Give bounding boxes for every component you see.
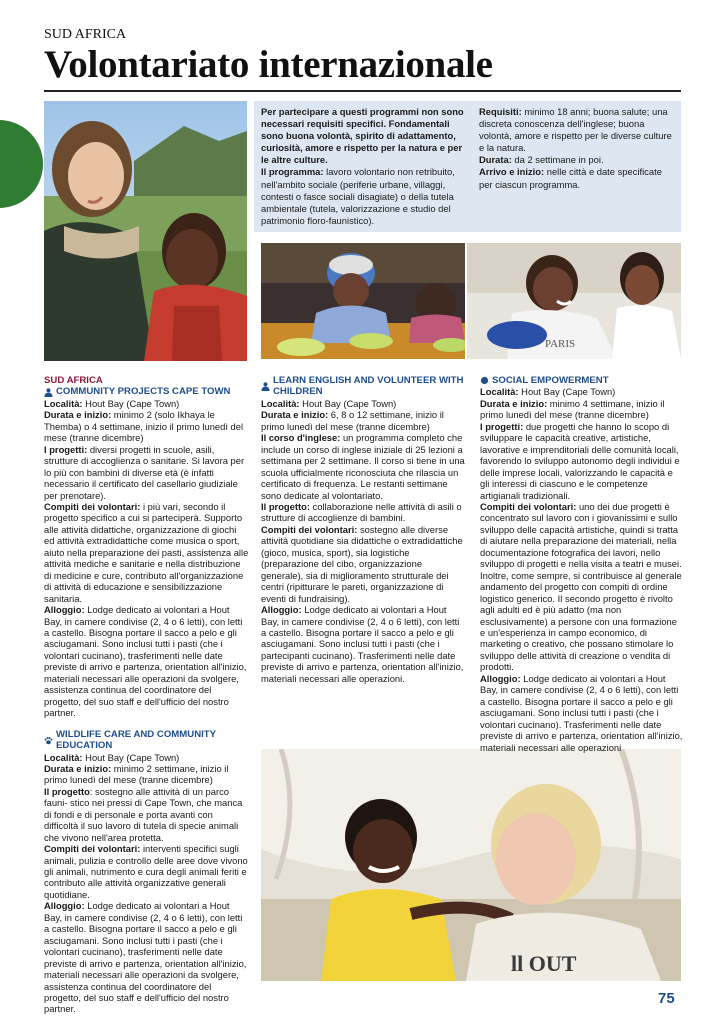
social-heading-text: SOCIAL EMPOWERMENT [492, 375, 609, 386]
page-number: 75 [658, 990, 675, 1007]
community-location: Località: Hout Bay (Cape Town) [44, 397, 180, 409]
learn-english-heading-text: LEARN ENGLISH AND VOLUNTEER WITH CHILDREN [273, 375, 464, 398]
page-kicker: SUD AFRICA [44, 27, 127, 42]
social-location: Località: Hout Bay (Cape Town) [480, 386, 616, 398]
photo-smiling-girls [467, 243, 681, 359]
social-duration: Durata e inizio: minimo 4 settimane, inizio il primo lunedì del mese (tranne dicembre) [480, 397, 665, 421]
dot-icon [480, 376, 489, 385]
shirt-lettering: ll OUT [511, 951, 577, 976]
community-projects: I progetti: diversi progetti in scuole, asili, strutture di accoglienza o sanitarie. Si lavora per lo più con bambini di diverse età (è infatti necessario il certificato del casellario giudiziale per prenotare). [44, 443, 245, 501]
durata-label: Durata: [479, 154, 512, 166]
column-3 [480, 375, 683, 753]
arrivo-text: nelle città e date specificate per ciascun programma. [479, 166, 662, 190]
section-heading-social-empowerment [480, 375, 683, 386]
community-heading-text: COMMUNITY PROJECTS CAPE TOWN [56, 386, 231, 398]
column-2 [261, 375, 466, 684]
english-course: Il corso d'inglese: un programma completo che include un corso di inglese iniziale di 25 lezioni a settimana per 2 settimane. Il corso si tiene in una scuola ufficialmente riconosciuta che rilascia un certificato di frequenza. Le restanti settimane sono dedicate al volontariato. [261, 432, 465, 501]
english-project: Il progetto: collaborazione nelle attività di asili o strutture di accoglienze di bambini. [261, 500, 462, 524]
person-icon [261, 382, 270, 391]
requisiti-text: minimo 18 anni; buona salute; una discreta conoscenza dell'inglese; buona volontà, amore e rispetto per le diverse culture e la natura. [479, 106, 672, 154]
page-title: Volontariato internazionale [44, 43, 493, 86]
english-tasks: Compiti dei volontari: sostegno alle diverse attività quotidiane sia didattiche o extradidattiche (gioco, musica, sport), sia logistiche (preparazione del cibo, organizzazione generale), sia di miglioramento strutturale dei centri (ripitturare le pareti, organizzazione di eventi di fundraising). [261, 523, 463, 604]
wildlife-heading-text: WILDLIFE CARE AND COMMUNITY EDUCATION [56, 728, 216, 752]
photo-volunteer-and-girl [261, 749, 681, 981]
section-heading-wildlife [44, 729, 249, 752]
person-icon [44, 388, 53, 397]
community-lodging: Alloggio: Lodge dedicato ai volontari a Hout Bay, in camere condivise (2, 4 o 6 letti), con letti a castello. Bisogna portare il sacco a pelo e gli asciugamani. Sono inclusi tutti i pasti (che i volontari cucinano), trasferimenti nelle date previste di arrivo e partenza, orientation all'inizio, materiali necessari alle operazioni da svolgere, assistenza continua del coordinatore del progetto, del suo staff e dell'ufficio del nostro partner. [44, 604, 247, 719]
durata-text: da 2 settimane in poi. [511, 154, 604, 166]
photo-volunteer-with-child [44, 101, 247, 361]
photo-children-eating [261, 243, 465, 359]
section-heading-community [44, 386, 249, 397]
intro-lead: Per partecipare a questi programmi non sono necessari requisiti specifici. Fondamentali sono buona volontà, spirito di adattamento, curiosità, amore e rispetto per la natura e per le altre culture. [261, 106, 464, 166]
wildlife-project: Il progetto: sostegno alle attività di un parco fauni- stico nei pressi di Cape Town, che manca di fondi e di personale e porta avanti con difficoltà il suo lavoro di tutela di specie animali che vivono nell'area protetta. [44, 785, 243, 843]
requisiti-label: Requisiti: [479, 106, 522, 117]
english-location: Località: Hout Bay (Cape Town) [261, 397, 397, 409]
social-lodging: Alloggio: Lodge dedicato ai volontari a Hout Bay, in camere condivise (2, 4 o 6 letti), con letti a castello. Bisogna portare il sacco a pelo e gli asciugamani. Sono inclusi tutti i pasti (che i volontari cucinano). Trasferimenti nelle date previste di arrivo e partenza, orientation all'inizio, materiali necessari alle operazioni [480, 672, 683, 753]
english-lodging: Alloggio: Lodge dedicato ai volontari a Hout Bay, in camere condivise (2, 4 o 6 letti), con letti a castello. Bisogna portare il sacco a pelo e gli asciugamani. Sono inclusi tutti i pasti (che i partecipanti cucinano). Trasferimenti nelle date previste di arrivo e partenza, orientation all'inizio, materiali necessari alle operazioni. [261, 604, 464, 684]
region-heading: SUD AFRICA [44, 375, 103, 386]
column-1 [44, 375, 249, 1015]
wildlife-location: Località: Hout Bay (Cape Town) [44, 751, 180, 763]
ball-lettering: PARIS [545, 338, 576, 350]
community-tasks: Compiti dei volontari: i più vari, secondo il progetto specifico a cui si parteciperà. Supporto alle attività didattiche, organizzazione di giochi ed attività extradidattiche come musica o sport, aiuto nella preparazione dei pasti, assistenza alle attività mediche e sanitarie e nella distribuzione di medicine e cure, contributo all'organizzazione di attività di educazione e sensibilizzazione sanitaria. [44, 500, 249, 604]
social-projects: I progetti: due progetti che hanno lo scopo di sviluppare le capacità creative, artistiche, lavorative e imprenditoriali delle comunità locali, favorendo lo sviluppo autonomo degli individui e delle imprese locali, valorizzando le capacità e gli interessi di ciascuno e le competenze artigianali tradizionali. [480, 420, 680, 501]
community-duration: Durata e inizio: minimo 2 (solo Ikhaya le Themba) o 4 settimane, inizio il primo lunedì del mese (tranne dicembre) [44, 409, 244, 444]
social-tasks: Compiti dei volontari: uno dei due progetti è concentrato sul lavoro con i giovanissimi e sullo sviluppo delle capacità artistiche, quindi si tratta di aiutare nella preparazione dei materiali, nella documentazione fotografica dei lavori, nello sviluppo di progetti e nella visita a teatri e musei. Inoltre, come sempre, si contribuisce al generale andamento del progetto con compiti di ordine logistico generico. Il secondo progetto è rivolto agli adulti ed è più adatto (ma non esclusivamente) a persone con una formazione e un'esperienza in campo economico, di marketing o creativo, che possano stimolare lo sviluppo delle attività di creazione o vendita di prodotti. [480, 500, 682, 673]
wildlife-tasks: Compiti dei volontari: interventi specifici sugli animali, pulizia e controllo delle aree dove vivono gli animali, nutrimento e cura degli animali feriti e contributo alle attività organizzative generali quotidiane. [44, 843, 248, 900]
english-duration: Durata e inizio: 6, 8 o 12 settimane, inizio il primo lunedì del mese (tranne dicembre) [261, 409, 444, 432]
programma-text: lavoro volontario non retribuito, nell'ambito sociale (periferie urbane, villaggi, contesti o fasce sociali disagiate) o della tutela ambientale (tutela, valorizzazione e studio del patrimonio floro-faunistico). [261, 166, 455, 226]
requirements-right [479, 106, 674, 191]
title-rule [44, 90, 681, 92]
requirements-box [254, 101, 681, 232]
green-tab-decoration [0, 120, 43, 208]
programma-label: Il programma: [261, 166, 324, 178]
arrivo-label: Arrivo e inizio: [479, 166, 545, 178]
wildlife-duration: Durata e inizio: minimo 2 settimane, inizio il primo lunedì del mese (tranne dicembre) [44, 762, 229, 786]
section-heading-learn-english [261, 375, 466, 398]
paw-icon [44, 736, 53, 745]
wildlife-lodging: Alloggio: Lodge dedicato ai volontari a Hout Bay, in camere condivise (2, 4 o 6 letti), con letti a castello. Bisogna portare il sacco a pelo e gli asciugamani. Sono inclusi tutti i pasti (che i volontari cucinano), trasferimenti nelle date previste di arrivo e partenza, orientation all'inizio, materiali necessari alle operazioni da svolgere, assistenza continua del coordinatore del progetto, del suo staff e dell'ufficio del nostro partner. [44, 900, 247, 1015]
requirements-left [261, 106, 468, 227]
